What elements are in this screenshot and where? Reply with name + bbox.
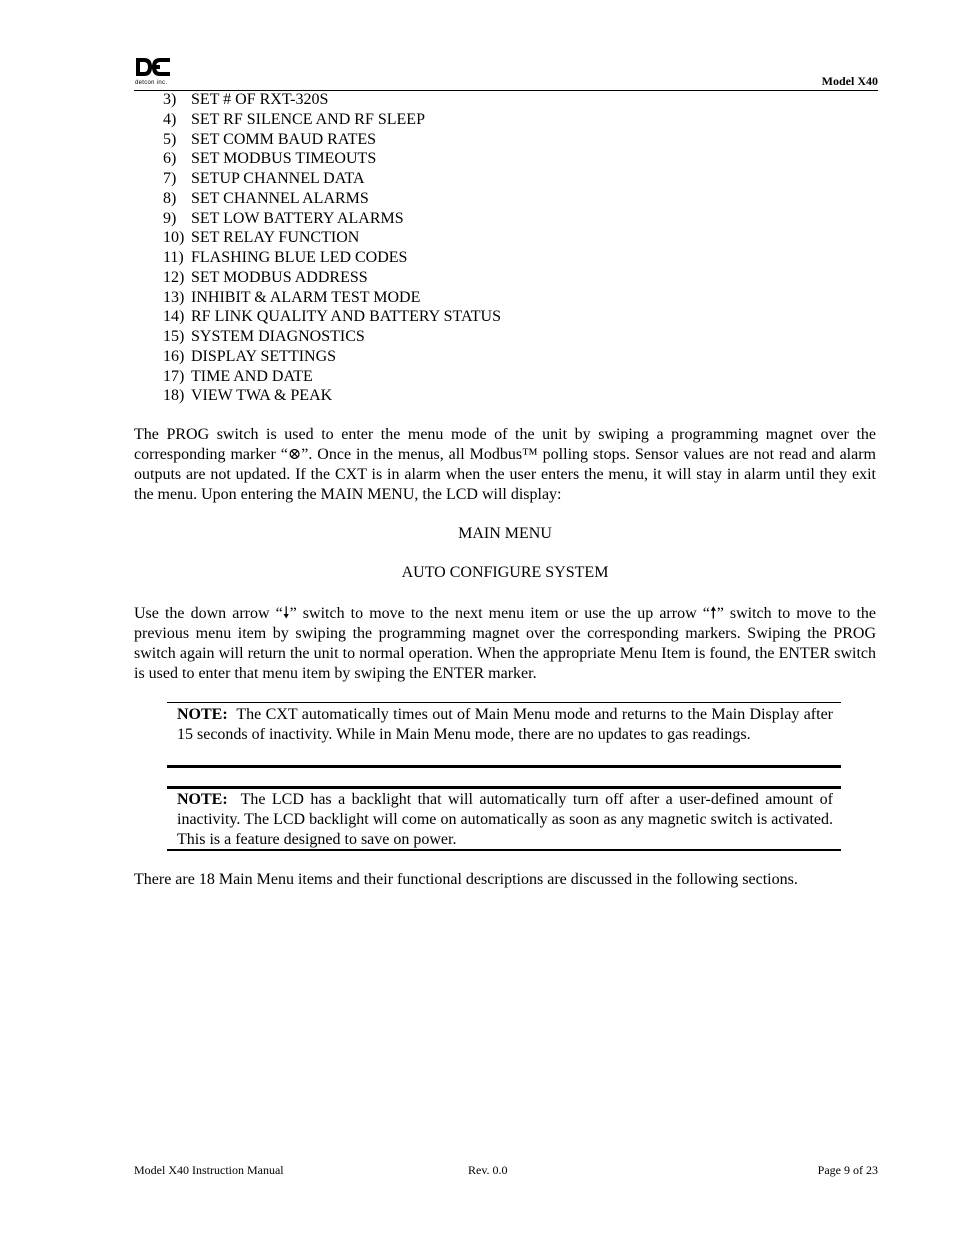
menu-list-item xyxy=(163,149,501,169)
menu-list-item xyxy=(163,386,501,406)
menu-item-label: FLASHING BLUE LED CODES xyxy=(191,249,408,266)
lcd-display-line1: MAIN MENU xyxy=(458,525,552,542)
menu-item-number: 10) xyxy=(163,229,185,247)
footer-revision: Rev. 0.0 xyxy=(468,1163,508,1177)
menu-list-item xyxy=(163,367,501,387)
logo-caption: detcon inc. xyxy=(135,80,168,86)
menu-item-label: VIEW TWA & PEAK xyxy=(191,387,333,405)
menu-item-label: SET MODBUS TIMEOUTS xyxy=(191,150,377,168)
menu-item-label: SET RF SILENCE AND RF SLEEP xyxy=(191,110,425,128)
menu-list-item xyxy=(163,327,501,347)
footer-manual-title: Model X40 Instruction Manual xyxy=(134,1163,284,1177)
footer-page-number: Page 9 of 23 xyxy=(817,1163,878,1177)
menu-item-label: INHIBIT & ALARM TEST MODE xyxy=(191,288,421,306)
menu-item-label: SET CHANNEL ALARMS xyxy=(191,189,369,207)
menu-item-label: DISPLAY SETTINGS xyxy=(191,347,337,365)
menu-item-number: 3) xyxy=(163,91,177,108)
menu-item-label: SET # OF RXT-320S xyxy=(191,91,329,108)
menu-list-item xyxy=(163,90,501,110)
menu-item-number: 11) xyxy=(163,249,184,266)
menu-list-item xyxy=(163,248,501,268)
paragraph-menu-count: There are 18 Main Menu items and their functional descriptions are discussed in the following sections. xyxy=(134,871,798,888)
menu-list-item xyxy=(163,288,501,308)
note-text: The CXT automatically times out of Main Menu mode and returns to the Main Display after 15 seconds of inactivity. While in Main Menu mode, there are no updates to gas readings. xyxy=(177,706,834,743)
menu-item-label: SETUP CHANNEL DATA xyxy=(191,170,365,187)
menu-items-list xyxy=(163,90,501,406)
menu-item-label: TIME AND DATE xyxy=(191,367,313,385)
menu-list-item xyxy=(163,307,501,327)
menu-list-item xyxy=(163,110,501,130)
page-header xyxy=(134,56,878,91)
menu-item-label: SET COMM BAUD RATES xyxy=(191,130,377,148)
menu-item-number: 8) xyxy=(163,189,177,207)
menu-item-number: 17) xyxy=(163,367,185,385)
menu-list-item xyxy=(163,130,501,150)
menu-item-number: 7) xyxy=(163,170,177,187)
note-text: The LCD has a backlight that will automatically turn off after a user-defined amount of inactivity. The LCD backlight will come on automatically as soon as any magnetic switch is activated. This is a feature designed to save on power. xyxy=(177,791,834,848)
menu-item-label: SET RELAY FUNCTION xyxy=(191,229,360,247)
menu-list-item xyxy=(163,209,501,229)
note-label: NOTE: xyxy=(177,791,228,808)
menu-item-number: 4) xyxy=(163,110,177,128)
menu-item-number: 15) xyxy=(163,328,185,345)
menu-list-item xyxy=(163,268,501,288)
menu-list-item xyxy=(163,169,501,189)
menu-item-label: SET LOW BATTERY ALARMS xyxy=(191,209,404,227)
menu-item-number: 18) xyxy=(163,387,185,405)
menu-item-label: RF LINK QUALITY AND BATTERY STATUS xyxy=(191,308,501,326)
menu-item-number: 12) xyxy=(163,268,185,286)
note-label: NOTE: xyxy=(177,706,228,723)
note-box-backlight xyxy=(167,786,841,851)
menu-list-item xyxy=(163,189,501,209)
lcd-display-line2: AUTO CONFIGURE SYSTEM xyxy=(401,564,609,581)
paragraph-prog-switch: The PROG switch is used to enter the menu mode of the unit by swiping a programming magnet over the corresponding marker “⊗”. Once in the menus, all Modbus™ polling stops. Sensor values are not read and alarm outputs are not updated. If the CXT is in alarm when the user enters the menu, it will stay in alarm until they exit the menu. Upon entering the MAIN MENU, the LCD will display: xyxy=(134,426,876,503)
menu-item-number: 14) xyxy=(163,308,185,326)
menu-list-item xyxy=(163,347,501,367)
menu-item-number: 13) xyxy=(163,288,185,306)
menu-item-number: 9) xyxy=(163,209,177,227)
menu-item-number: 5) xyxy=(163,130,177,148)
paragraph-arrow-switches: Use the down arrow “🠗” switch to move to the next menu item or use the up arrow “🠕” switch to move to the previous menu item by swiping the programming magnet over the corresponding markers. Swiping the PROG switch again will return the unit to normal operation. When the appropriate Menu Item is found, the ENTER switch is used to enter that menu item by swiping the ENTER marker. xyxy=(134,605,876,682)
header-model: Model X40 xyxy=(821,74,878,88)
menu-item-label: SYSTEM DIAGNOSTICS xyxy=(191,328,365,345)
note-box-timeout xyxy=(167,702,841,768)
menu-item-number: 16) xyxy=(163,347,185,365)
menu-item-label: SET MODBUS ADDRESS xyxy=(191,268,368,286)
menu-item-number: 6) xyxy=(163,150,177,168)
menu-list-item xyxy=(163,228,501,248)
